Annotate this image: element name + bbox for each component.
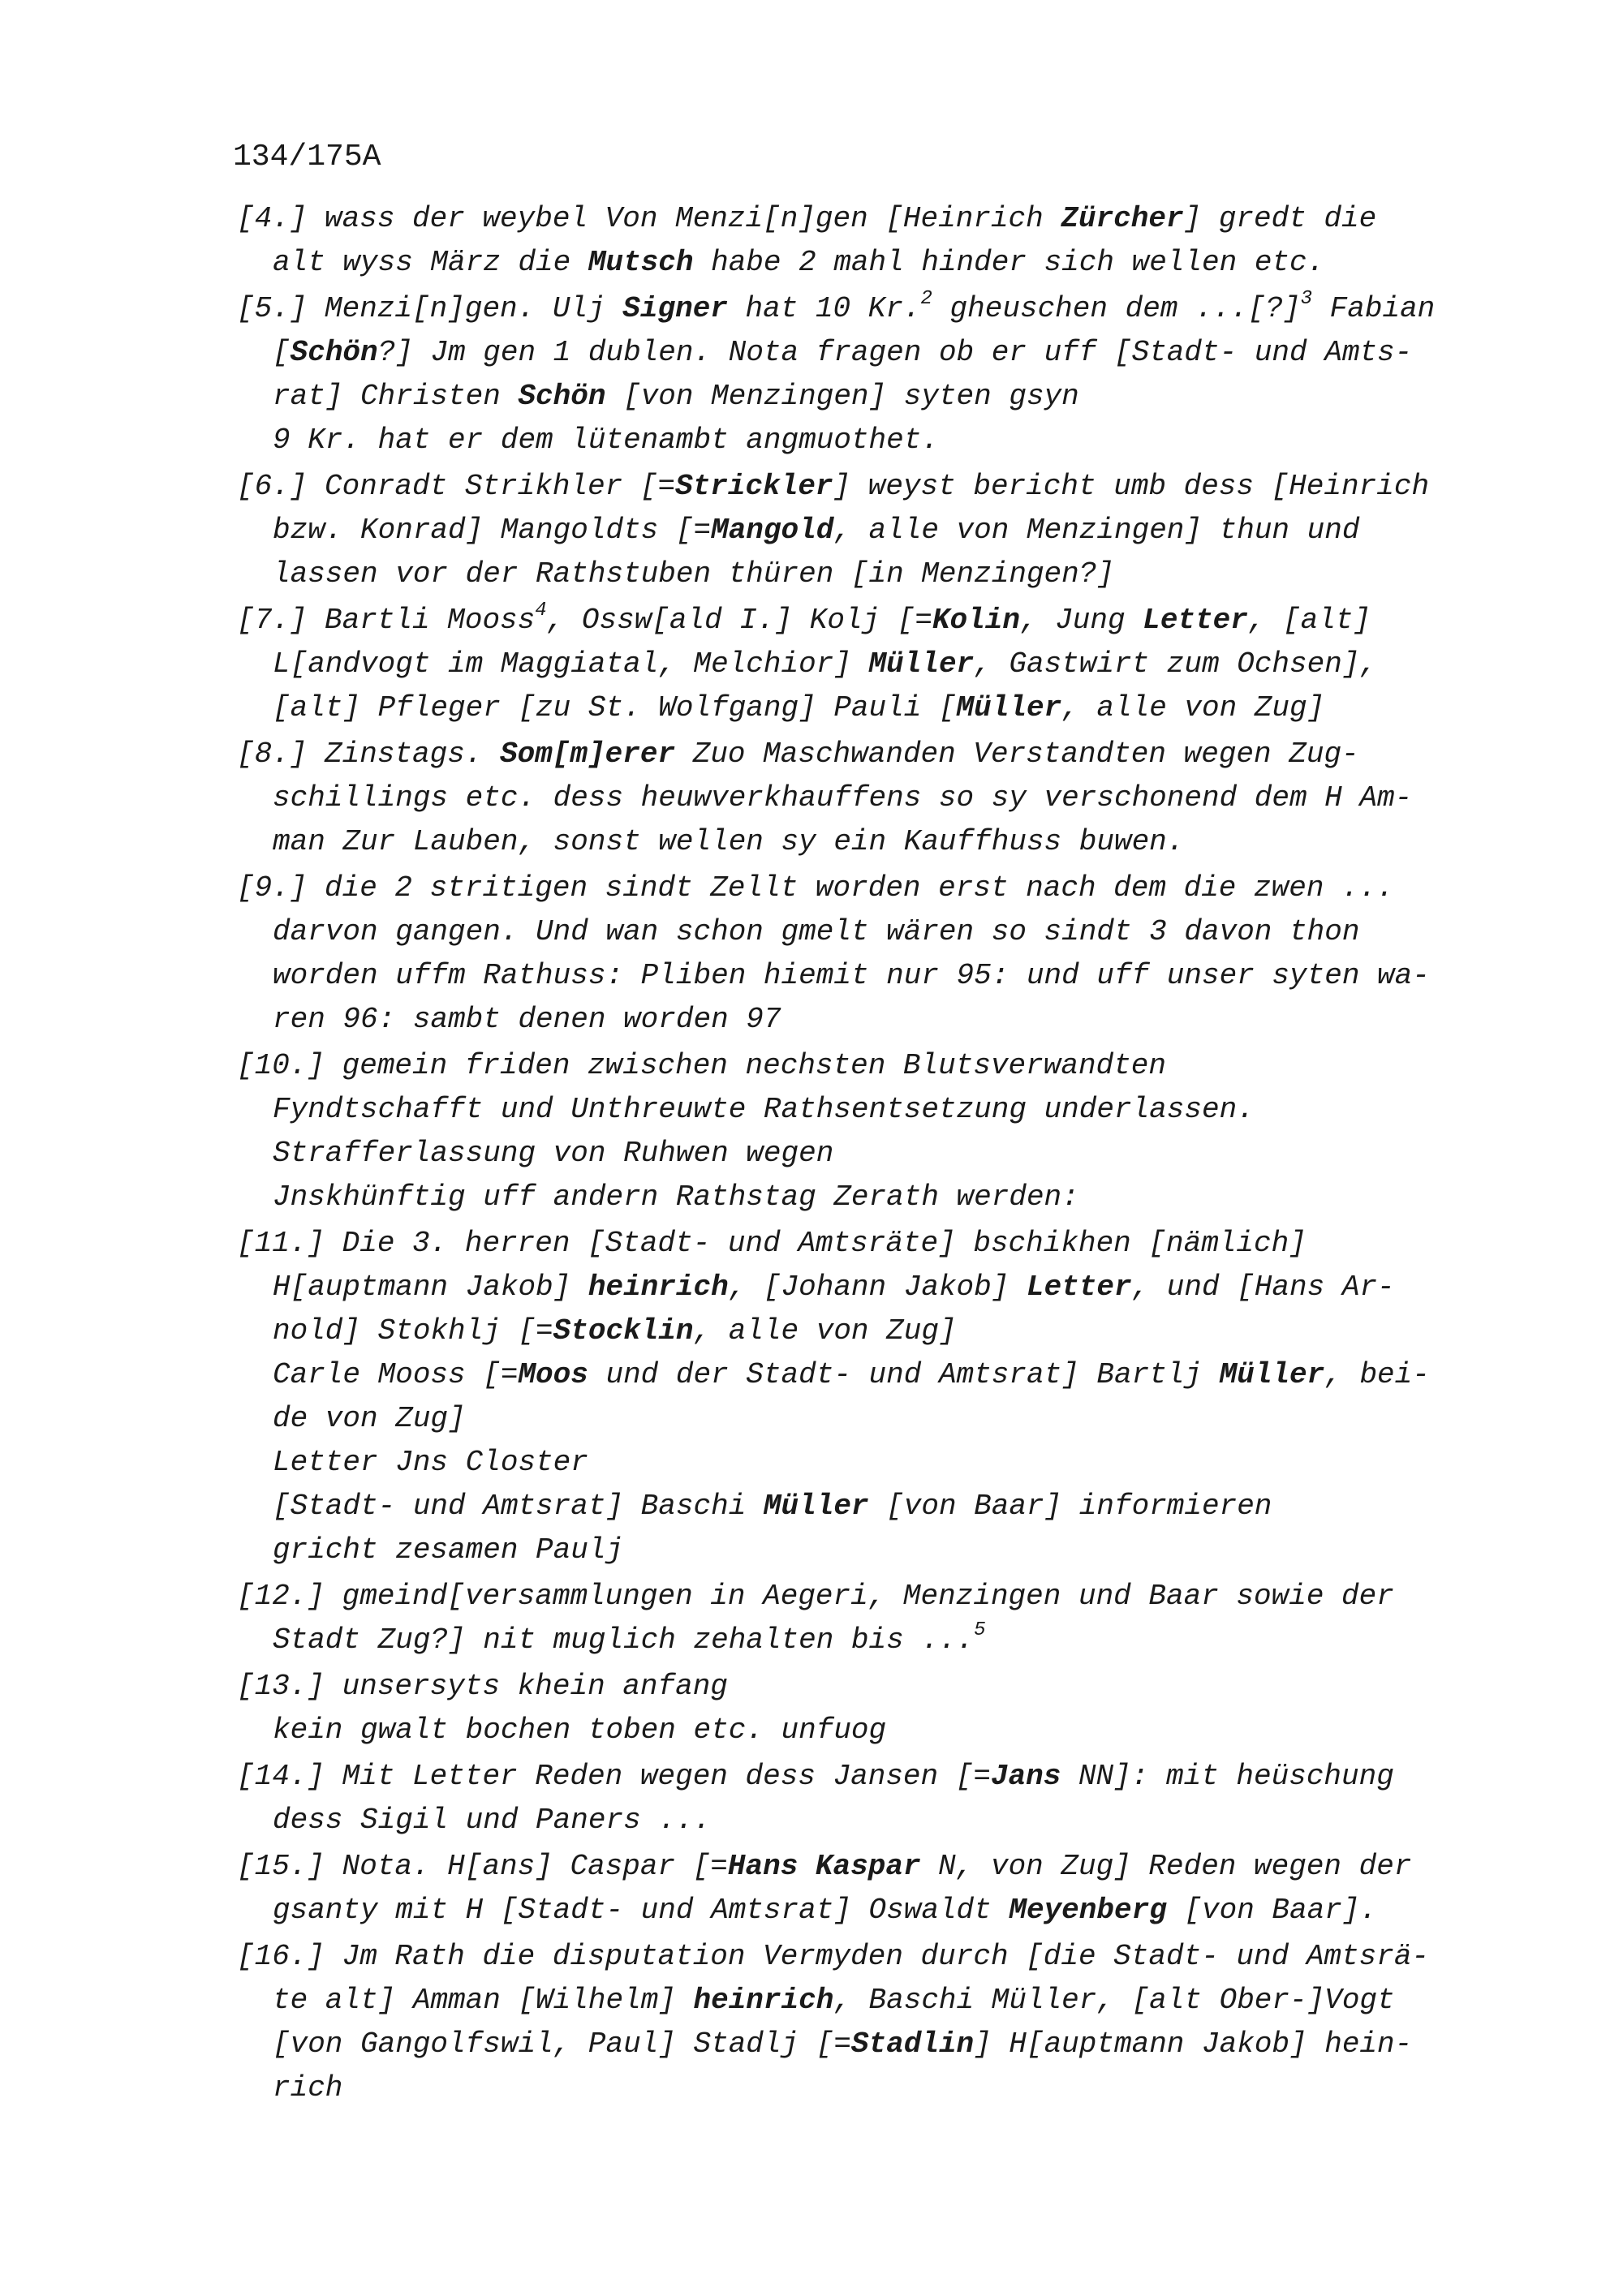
entry-line [237,1799,1503,1842]
name-emphasis: Müller [868,647,975,681]
entry-line [237,599,1503,643]
name-emphasis: Kolin [932,604,1020,637]
name-emphasis: Müller [763,1490,869,1523]
text-segment: ] H[auptmann Jakob] hein- [974,2027,1413,2061]
text-segment: lassen vor der Rathstuben thüren [in Menzingen?] [273,557,1114,591]
text-segment: gsanty mit H [Stadt- und Amtsrat] Oswaldt [273,1894,1010,1927]
text-segment: H[auptmann Jakob] [273,1271,588,1304]
text-segment: , Baschi Müller, [alt Ober-]Vogt [833,1984,1395,2017]
text-segment: , alle von Zug] [693,1314,957,1348]
text-segment: , [Johann Jakob] [728,1271,1027,1304]
text-segment: worden uffm Rathuss: Pliben hiemit nur 95: und uff unser syten wa- [273,959,1430,992]
text-segment: [von Baar]. [1166,1894,1378,1927]
entry-line [237,1709,1503,1752]
entry-item [237,1845,1503,1933]
name-emphasis: Müller [956,691,1062,724]
text-segment: gheuschen dem ...[?] [932,292,1301,325]
entry-line [237,331,1503,375]
text-segment: [6.] Conradt Strikhler [= [237,470,676,503]
entry-line [237,419,1503,462]
footnote-ref: 4 [535,600,547,621]
entry-line [237,643,1503,686]
entry-line [237,1132,1503,1176]
text-segment: und der Stadt- und Amtsrat] Bartlj [588,1358,1220,1391]
text-segment: darvon gangen. Und wan schon gmelt wären so sindt 3 davon thon [273,915,1360,948]
text-segment: rich [273,2071,343,2105]
name-emphasis: Zürcher [1061,202,1184,235]
entry-line [237,1397,1503,1441]
text-segment: , Gastwirt zum Ochsen], [974,647,1378,681]
text-segment: ?] Jm gen 1 dublen. Nota fragen ob er uff [Stadt- und Amts- [377,336,1413,369]
name-emphasis: Stocklin [553,1314,694,1348]
text-segment: [10.] gemein friden zwischen nechsten Blutsverwandten [237,1049,1166,1082]
name-emphasis: Signer [622,292,728,325]
entry-line [237,1979,1503,2023]
text-segment: kein gwalt bochen toben etc. unfuog [273,1713,887,1747]
text-segment: [14.] Mit Letter Reden wegen dess Jansen [= [237,1760,991,1793]
text-segment: [alt] Pfleger [zu St. Wolfgang] Pauli [ [273,691,957,724]
entry-item [237,1935,1503,2110]
name-emphasis: Letter [1143,604,1248,637]
entry-line [237,1044,1503,1088]
entry-item [237,197,1503,285]
text-segment: , und [Hans Ar- [1131,1271,1395,1304]
entry-line [237,241,1503,285]
entry-item [237,1044,1503,1219]
text-segment: schillings etc. dess heuwverkhauffens so sy verschonend dem H Am- [273,781,1413,815]
entry-line [237,1755,1503,1799]
entry-line [237,1529,1503,1572]
text-segment: [12.] gmeind[versammlungen in Aegeri, Menzingen und Baar sowie der [237,1580,1394,1613]
entry-line [237,1485,1503,1529]
entry-line [237,1619,1503,1662]
entry-line [237,1176,1503,1219]
entry-item [237,287,1503,462]
page-number: 134/175A [233,140,381,174]
name-emphasis: heinrich [693,1984,834,2017]
text-segment: hat 10 Kr. [727,292,921,325]
text-segment: Strafferlassung von Ruhwen wegen [273,1137,834,1170]
entry-line [237,1353,1503,1397]
text-segment: [11.] Die 3. herren [Stadt- und Amtsräte] bschikhen [nämlich] [237,1227,1307,1260]
text-segment: de von Zug] [273,1402,466,1435]
text-segment: Fyndtschafft und Unthreuwte Rathsentsetzung underlassen. [273,1093,1255,1126]
entry-item [237,733,1503,864]
text-segment: [von Baar] informieren [868,1490,1272,1523]
entry-line [237,375,1503,419]
document-body [237,197,1503,2110]
entry-line [237,1845,1503,1889]
entry-line [237,553,1503,596]
entry-line [237,1889,1503,1933]
entry-item [237,866,1503,1042]
text-segment: , bei- [1324,1358,1430,1391]
text-segment: ] weyst bericht umb dess [Heinrich [833,470,1430,503]
text-segment: Stadt Zug?] nit muglich zehalten bis ... [273,1623,975,1657]
text-segment: [7.] Bartli Mooss [237,604,536,637]
entry-line [237,1575,1503,1619]
text-segment: N, von Zug] Reden wegen der [920,1850,1412,1883]
footnote-ref: 5 [974,1619,986,1641]
text-segment: ren 96: sambt denen worden 97 [273,1003,781,1036]
footnote-ref: 2 [920,288,932,310]
entry-line [237,954,1503,998]
entry-line [237,465,1503,509]
text-segment: , Ossw[ald I.] Kolj [= [546,604,932,637]
text-segment: Jnskhünftig uff andern Rathstag Zerath werden: [273,1180,1079,1214]
name-emphasis: Schön [518,380,606,413]
text-segment: [8.] Zinstags. [237,737,501,771]
text-segment: alt wyss März die [273,246,588,279]
text-segment: , alle von Menzingen] thun und [833,514,1360,547]
name-emphasis: Mutsch [588,246,694,279]
entry-item [237,1222,1503,1572]
text-segment: , Jung [1019,604,1143,637]
entry-item [237,465,1503,596]
text-segment: [4.] wass der weybel Von Menzi[n]gen [Heinrich [237,202,1061,235]
name-emphasis: Stadlin [850,2027,975,2061]
text-segment: ] gredt die [1183,202,1377,235]
text-segment: [16.] Jm Rath die disputation Vermyden durch [die Stadt- und Amtsrä- [237,1940,1430,1973]
text-segment: , [alt] [1247,604,1371,637]
entry-line [237,287,1503,331]
text-segment: , alle von Zug] [1061,691,1325,724]
text-segment: [9.] die 2 stritigen sindt Zellt worden erst nach dem die zwen ... [237,871,1394,905]
text-segment: [Stadt- und Amtsrat] Baschi [273,1490,764,1523]
entry-line [237,1266,1503,1309]
text-segment: [von Gangolfswil, Paul] Stadlj [= [273,2027,851,2061]
text-segment: te alt] Amman [Wilhelm] [273,1984,694,2017]
entry-item [237,599,1503,730]
entry-line [237,776,1503,820]
entry-line [237,910,1503,954]
text-segment: Letter Jns Closter [273,1446,588,1479]
text-segment: 9 Kr. hat er dem lütenambt angmuothet. [273,424,939,457]
entry-line [237,197,1503,241]
entry-line [237,2066,1503,2110]
text-segment: Fabian [1312,292,1436,325]
entry-line [237,733,1503,776]
entry-line [237,509,1503,553]
text-segment: L[andvogt im Maggiatal, Melchior] [273,647,869,681]
name-emphasis: Jans [990,1760,1061,1793]
entry-item [237,1575,1503,1662]
text-segment: gricht zesamen Paulj [273,1533,624,1567]
name-emphasis: Mangold [711,514,834,547]
entry-item [237,1755,1503,1842]
name-emphasis: Meyenberg [1009,1894,1167,1927]
footnote-ref: 3 [1300,288,1313,310]
name-emphasis: heinrich [588,1271,729,1304]
text-segment: [5.] Menzi[n]gen. Ulj [237,292,623,325]
entry-line [237,820,1503,864]
name-emphasis: Strickler [675,470,833,503]
name-emphasis: Hans Kaspar [727,1850,921,1883]
text-segment: dess Sigil und Paners ... [273,1804,712,1837]
entry-line [237,998,1503,1042]
entry-line [237,1309,1503,1353]
text-segment: [13.] unsersyts khein anfang [237,1670,728,1703]
entry-line [237,2023,1503,2066]
name-emphasis: Müller [1219,1358,1325,1391]
text-segment: [ [273,336,291,369]
name-emphasis: Moos [518,1358,588,1391]
text-segment: man Zur Lauben, sonst wellen sy ein Kauffhuss buwen. [273,825,1185,858]
text-segment: [von Menzingen] syten gsyn [605,380,1079,413]
text-segment: NN]: mit heüschung [1061,1760,1394,1793]
entry-line [237,1222,1503,1266]
entry-line [237,1441,1503,1485]
text-segment: habe 2 mahl hinder sich wellen etc. [693,246,1325,279]
text-segment: rat] Christen [273,380,519,413]
name-emphasis: Letter [1026,1271,1132,1304]
name-emphasis: Schön [290,336,378,369]
entry-line [237,866,1503,910]
entry-line [237,1088,1503,1132]
entry-item [237,1665,1503,1752]
entry-line [237,686,1503,730]
name-emphasis: Som[m]erer [500,737,676,771]
entry-line [237,1665,1503,1709]
text-segment: Carle Mooss [= [273,1358,519,1391]
text-segment: Zuo Maschwanden Verstandten wegen Zug- [675,737,1359,771]
text-segment: bzw. Konrad] Mangoldts [= [273,514,712,547]
text-segment: nold] Stokhlj [= [273,1314,553,1348]
text-segment: [15.] Nota. H[ans] Caspar [= [237,1850,728,1883]
entry-line [237,1935,1503,1979]
